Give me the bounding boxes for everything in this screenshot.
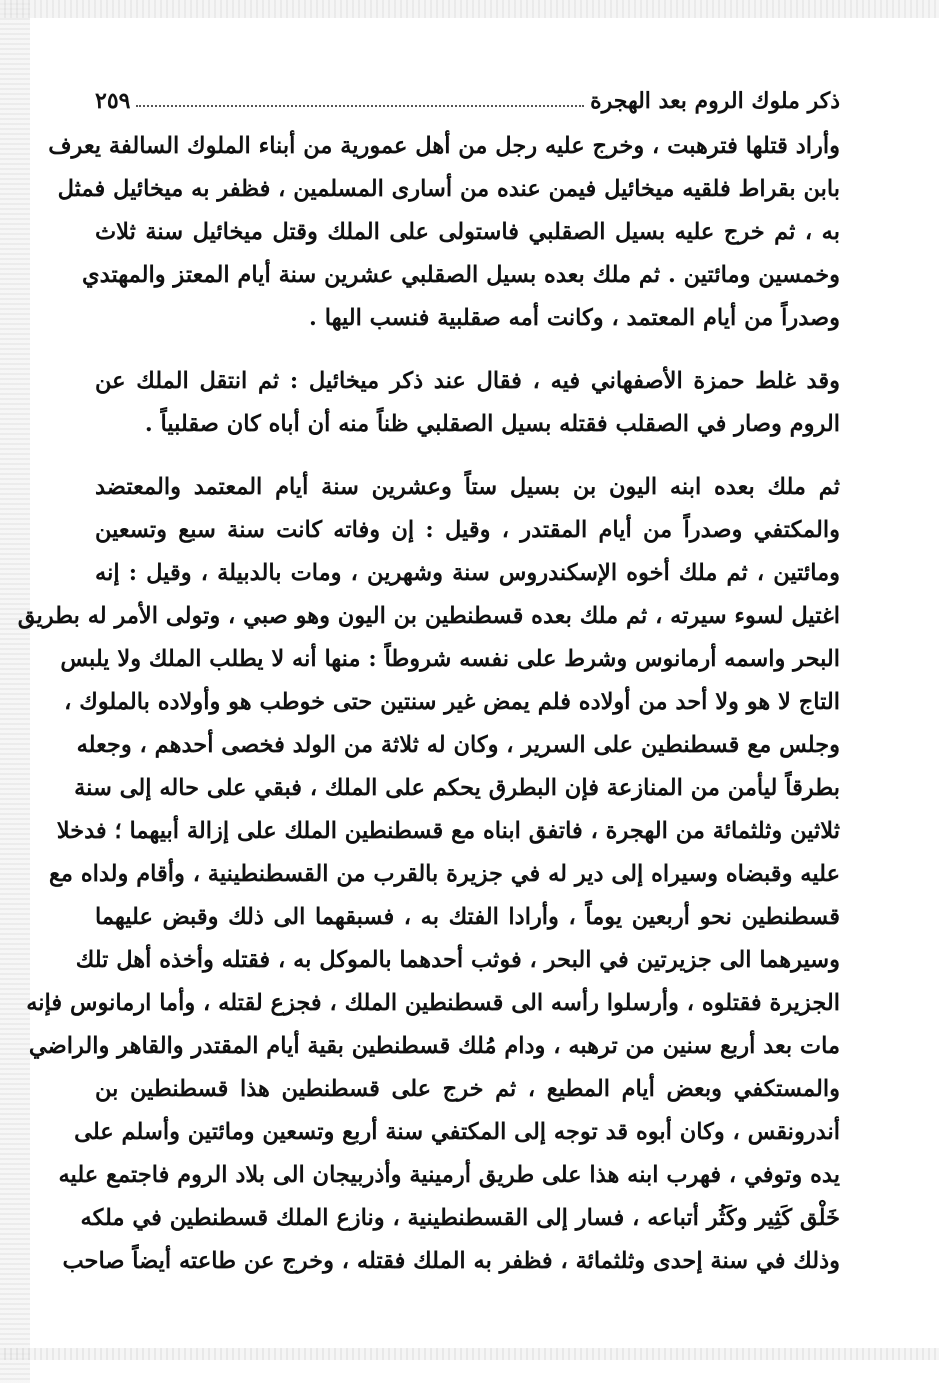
text-line: أندرونقس ، وكان أبوه قد توجه إلى المكتفي سنة أربع وتسعين ومائتين وأسلم على [74,1119,840,1145]
text-line: وأراد قتلها فترهبت ، وخرج عليه رجل من أهل عمورية من أبناء الملوك السالفة يعرف [48,133,840,159]
text-line: الجزيرة فقتلوه ، وأرسلوا رأسه الى قسطنطين الملك ، فجزع لقتله ، وأما ارمانوس فإنه [26,990,840,1016]
text-line: وخمسين ومائتين . ثم ملك بعده بسيل الصقلبي عشرين سنة أيام المعتز والمهتدي [82,262,840,288]
text-line: به ، ثم خرج عليه بسيل الصقلبي فاستولى على الملك وقتل ميخائيل سنة ثلاث [95,219,840,245]
text-line: بطرقاً ليأمن من المنازعة فإن البطرق يحكم على الملك ، فبقي على حاله إلى سنة [74,775,840,801]
text-line: وصدراً من أيام المعتمد ، وكانت أمه صقلبية فنسب اليها . [309,305,840,331]
running-header [95,80,840,114]
text-line: عليه وقبضاه وسيراه إلى دير له في جزيرة بالقرب من القسطنطينية ، وأقام ولداه مع [48,861,840,887]
text-line: وقد غلط حمزة الأصفهاني فيه ، فقال عند ذكر ميخائيل : ثم انتقل الملك عن [95,368,840,394]
text-line: ثم ملك بعده ابنه اليون بن بسيل ستاً وعشرين سنة أيام المعتمد والمعتضد [95,474,840,500]
text-line: مات بعد أربع سنين من ترهبه ، ودام مُلك قسطنطين بقية أيام المقتدر والقاهر والراضي [28,1033,840,1059]
text-line: وجلس مع قسطنطين على السرير ، وكان له ثلاثة من الولد فخصى أحدهم ، وجعله [76,732,840,758]
text-line: الروم وصار في الصقلب فقتله بسيل الصقلبي ظناً منه أن أباه كان صقلبياً . [144,411,840,437]
text-line: بابن بقراط فلقيه ميخائيل فيمن عنده من أسارى المسلمين ، فظفر به ميخائيل فمثل [57,176,840,202]
paragraph [95,360,840,446]
text-line: خَلْق كَثِير وكَثُر أتباعه ، فسار إلى القسطنطينية ، ونازع الملك قسطنطين في ملكه [80,1205,840,1231]
text-line: قسطنطين نحو أربعين يوماً ، وأرادا الفتك به ، فسبقهما الى ذلك وقبض عليهما [95,904,840,930]
header-dot-leader [136,105,584,107]
text-line: ومائتين ، ثم ملك أخوه الإسكندروس سنة وشهرين ، ومات بالدبيلة ، وقيل : إنه [95,560,840,586]
text-line: التاج لا هو ولا أحد من أولاده فلم يمض غير سنتين حتى خوطب هو وأولاده بالملوك ، [64,689,840,715]
page-number: ٢٥٩ [95,88,131,114]
text-line: اغتيل لسوء سيرته ، ثم ملك بعده قسطنطين بن اليون وهو صبي ، وتولى الأمر له بطريق [17,603,840,629]
text-line: البحر واسمه أرمانوس وشرط على نفسه شروطاً : منها أنه لا يطلب الملك ولا يلبس [60,646,840,672]
paragraph [17,466,840,1283]
text-line: ثلاثين وثلثمائة من الهجرة ، فاتفق ابناه مع قسطنطين الملك على إزالة أبيهما ؛ فدخلا [56,818,840,844]
text-line: وذلك في سنة إحدى وثلثمائة ، فظفر به الملك فقتله ، وخرج عن طاعته أيضاً صاحب [62,1248,840,1274]
scan-edge-top [0,0,939,18]
scan-edge-left [0,0,30,1383]
text-line: والمستكفي وبعض أيام المطيع ، ثم خرج على قسطنطين هذا قسطنطين بن [95,1076,840,1102]
text-line: وسيرهما الى جزيرتين في البحر ، فوثب أحدهما بالموكل به ، فقتله وأخذه أهل تلك [75,947,840,973]
text-line: والمكتفي وصدراً من أيام المقتدر ، وقيل : إن وفاته كانت سنة سبع وتسعين [95,517,840,543]
page-body [17,125,840,1303]
paragraph [48,125,840,340]
chapter-title: ذكر ملوك الروم بعد الهجرة [590,88,840,114]
text-line: يده وتوفي ، فهرب ابنه هذا على طريق أرمينية وأذربيجان الى بلاد الروم فاجتمع عليه [58,1162,840,1188]
scan-edge-bottom [0,1348,939,1360]
